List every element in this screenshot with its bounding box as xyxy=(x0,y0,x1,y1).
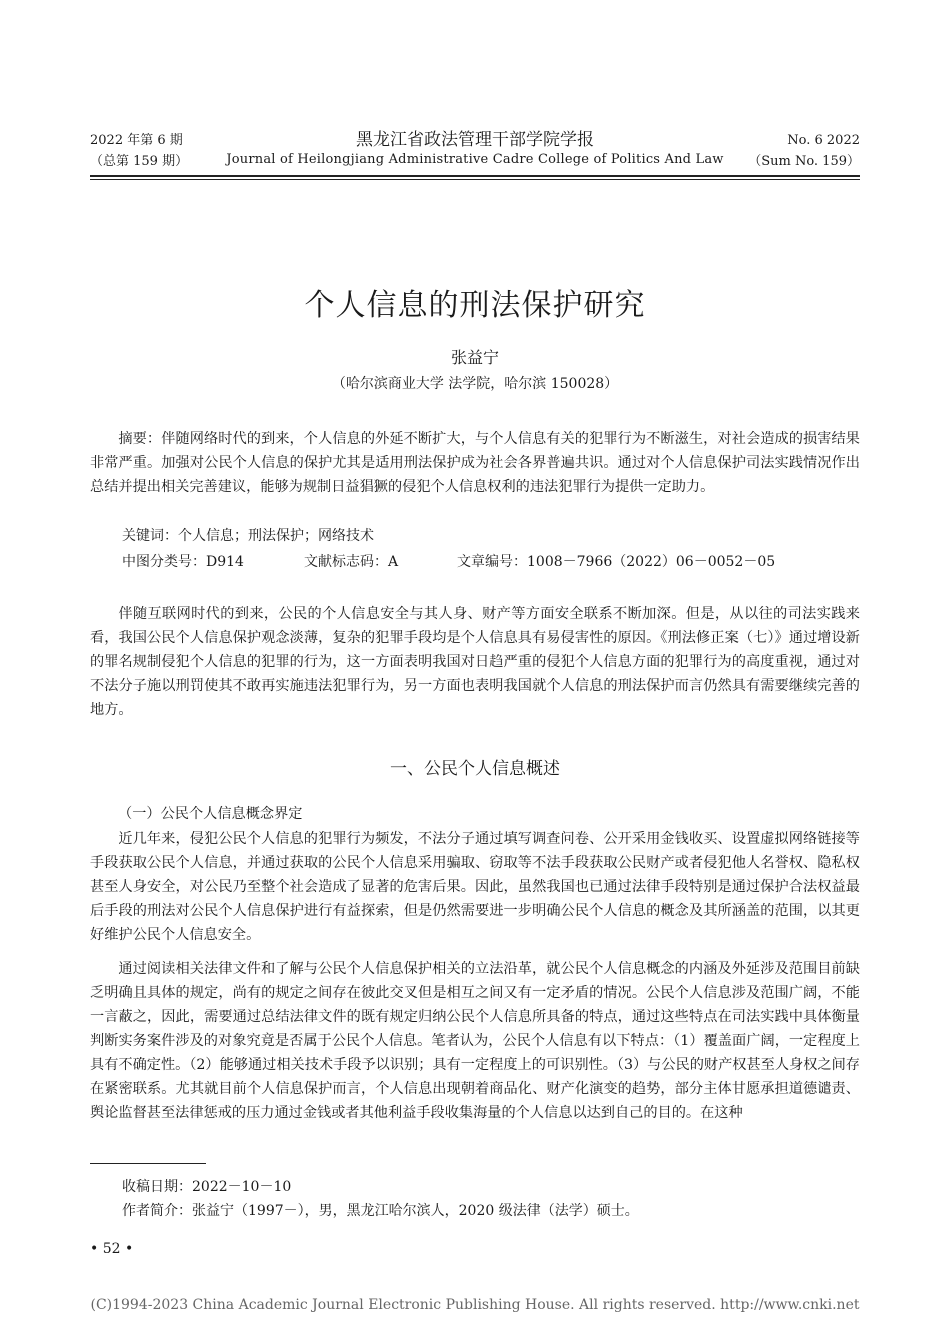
author-bio: 作者简介：张益宁（1997－），男，黑龙江哈尔滨人，2020 级法律（法学）硕士。 xyxy=(122,1203,639,1219)
author-affiliation: （哈尔滨商业大学 法学院，哈尔滨 150028） xyxy=(331,376,619,392)
journal-title-cn: 黑龙江省政法管理干部学院学报 xyxy=(356,130,594,150)
document-code: 文献标志码：A xyxy=(304,554,399,570)
header-rule-top xyxy=(90,175,860,177)
total-issue-en: （Sum No. 159） xyxy=(748,154,860,169)
copyright-notice: (C)1994-2023 China Academic Journal Electronic Publishing House. All rights reserved. http://www.cnki.net xyxy=(90,1297,860,1313)
author-name: 张益宁 xyxy=(450,348,499,367)
article-title: 个人信息的刑法保护研究 xyxy=(304,288,646,323)
abstract: 摘要：伴随网络时代的到来，个人信息的外延不断扩大，与个人信息有关的犯罪行为不断滋生，对社会造成的损害结果非常严重。加强对公民个人信息的保护尤其是适用刑法保护成为社会各界普遍共识。通过对个人信息保护司法实践情况作出总结并提出相关完善建议，能够为规制日益猖獗的侵犯个人信息权利的违法犯罪行为提供一定助力。 xyxy=(90,431,860,495)
body-paragraph: 近几年来，侵犯公民个人信息的犯罪行为频发，不法分子通过填写调查问卷、公开采用金钱收买、设置虚拟网络链接等手段获取公民个人信息，并通过获取的公民个人信息采用骗取、窃取等不法手段获取公民财产或者侵犯他人名誉权、隐私权甚至人身安全，对公民乃至整个社会造成了显著的危害后果。因此，虽然我国也已通过法律手段特别是通过保护合法权益最后手段的刑法对公民个人信息保护进行有益探索，但是仍然需要进一步明确公民个人信息的概念及其所涵盖的范围，以其更好维护公民个人信息安全。 xyxy=(90,831,860,943)
body-paragraph: 通过阅读相关法律文件和了解与公民个人信息保护相关的立法沿革，就公民个人信息概念的内涵及外延涉及范围目前缺乏明确且具体的规定，尚有的规定之间存在彼此交叉但是相互之间又有一定矛盾的情况。公民个人信息涉及范围广阔，不能一言蔽之，因此，需要通过总结法律文件的既有规定归纳公民个人信息所具备的特点，通过这些特点在司法实践中具体衡量判断实务案件涉及的对象究竟是否属于公民个人信息。笔者认为，公民个人信息有以下特点：（1）覆盖面广阔，一定程度上具有不确定性。（2）能够通过相关技术手段予以识别；具有一定程度上的可识别性。（3）与公民的财产权甚至人身权之间存在紧密联系。尤其就目前个人信息保护而言，个人信息出现朝着商品化、财产化演变的趋势，部分主体甘愿承担道德谴责、舆论监督甚至法律惩戒的压力通过金钱或者其他利益手段收集海量的个人信息以达到自己的目的。在这种 xyxy=(90,961,860,1121)
journal-title-en: Journal of Heilongjiang Administrative Cadre College of Politics And Law xyxy=(226,152,724,167)
section-heading: 一、公民个人信息概述 xyxy=(390,759,560,779)
issue-label: 2022 年第 6 期 xyxy=(90,133,183,148)
article-number: 文章编号：1008－7966（2022）06－0052－05 xyxy=(457,554,776,570)
page-number: • 52 • xyxy=(90,1241,134,1257)
subsection-heading: （一）公民个人信息概念界定 xyxy=(118,806,303,822)
footnote-rule xyxy=(90,1163,206,1164)
received-date: 收稿日期：2022－10－10 xyxy=(122,1179,292,1195)
total-issue-label: （总第 159 期） xyxy=(90,154,189,169)
keywords: 关键词：个人信息；刑法保护；网络技术 xyxy=(122,528,374,544)
header-rule-bottom xyxy=(90,179,860,180)
intro-paragraph: 伴随互联网时代的到来，公民的个人信息安全与其人身、财产等方面安全联系不断加深。但是，从以往的司法实践来看，我国公民个人信息保护观念淡薄，复杂的犯罪手段均是个人信息具有易侵害性的原因。《刑法修正案（七）》通过增设新的罪名规制侵犯个人信息的犯罪的行为，这一方面表明我国对日趋严重的侵犯个人信息方面的犯罪行为的高度重视，通过对不法分子施以刑罚使其不敢再实施违法犯罪行为，另一方面也表明我国就个人信息的刑法保护而言仍然具有需要继续完善的地方。 xyxy=(90,606,860,718)
clc-number: 中图分类号：D914 xyxy=(122,554,244,570)
issue-number-en: No. 6 2022 xyxy=(787,133,860,148)
